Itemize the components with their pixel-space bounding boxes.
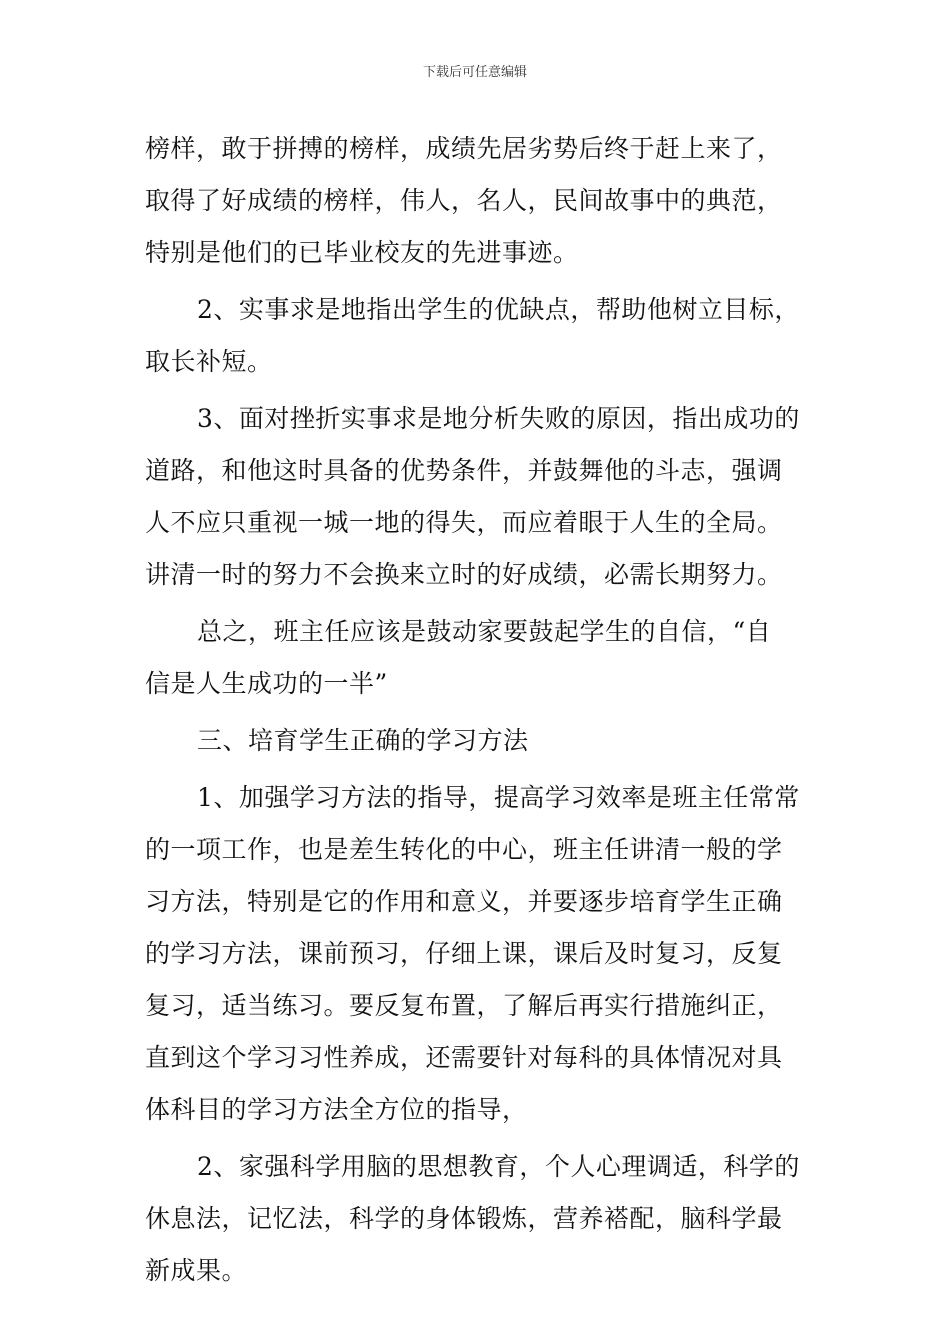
text-line: 取得了好成绩的榜样，伟人，名人，民间故事中的典范， bbox=[145, 186, 783, 215]
text-line: 取长补短。 bbox=[145, 347, 273, 376]
text-line: 新成果。 bbox=[145, 1256, 248, 1285]
text-line: 2、实事求是地指出学生的优缺点，帮助他树立目标， bbox=[197, 295, 800, 324]
paragraph-4 bbox=[145, 606, 805, 710]
text-line: 复习，适当练习。要反复布置，了解后再实行措施纠正， bbox=[145, 991, 783, 1020]
text-line: 的学习方法，课前预习，仔细上课，课后及时复习，反复 bbox=[145, 939, 783, 968]
paragraph-1 bbox=[145, 123, 805, 279]
section-heading bbox=[145, 715, 805, 767]
paragraph-2 bbox=[145, 284, 805, 388]
text-line: 习方法，特别是它的作用和意义，并要逐步培育学生正确 bbox=[145, 887, 783, 916]
text-line: 榜样，敢于拼搏的榜样，成绩先居劣势后终于赶上来了， bbox=[145, 134, 783, 163]
text-line: 总之，班主任应该是鼓动家要鼓起学生的自信，“自 bbox=[197, 617, 772, 646]
text-line: 1、加强学习方法的指导，提高学习效率是班主任常常 bbox=[197, 783, 800, 812]
text-line: 信是人生成功的一半” bbox=[145, 669, 388, 698]
document-body bbox=[145, 123, 805, 1297]
text-line: 人不应只重视一城一地的得失，而应着眼于人生的全局。 bbox=[145, 508, 783, 537]
text-line: 讲清一时的努力不会换来立时的好成绩，必需长期努力。 bbox=[145, 560, 783, 589]
text-line: 直到这个学习习性养成，还需要针对每科的具体情况对具 bbox=[145, 1043, 783, 1072]
text-line: 特别是他们的已毕业校友的先进事迹。 bbox=[145, 238, 579, 267]
page-header: 下载后可任意编辑 bbox=[422, 65, 527, 80]
text-line: 体科目的学习方法全方位的指导， bbox=[145, 1095, 528, 1124]
text-line: 三、培育学生正确的学习方法 bbox=[197, 726, 529, 755]
text-line: 的一项工作，也是差生转化的中心，班主任讲清一般的学 bbox=[145, 835, 783, 864]
paragraph-3 bbox=[145, 393, 805, 601]
text-line: 道路，和他这时具备的优势条件，并鼓舞他的斗志，强调 bbox=[145, 456, 783, 485]
text-line: 3、面对挫折实事求是地分析失败的原因，指出成功的 bbox=[197, 404, 800, 433]
paragraph-7 bbox=[145, 1141, 805, 1297]
text-line: 2、家强科学用脑的思想教育，个人心理调适，科学的 bbox=[197, 1152, 800, 1181]
text-line: 休息法，记忆法，科学的身体锻炼，营养褡配，脑科学最 bbox=[145, 1204, 783, 1233]
paragraph-6 bbox=[145, 772, 805, 1136]
